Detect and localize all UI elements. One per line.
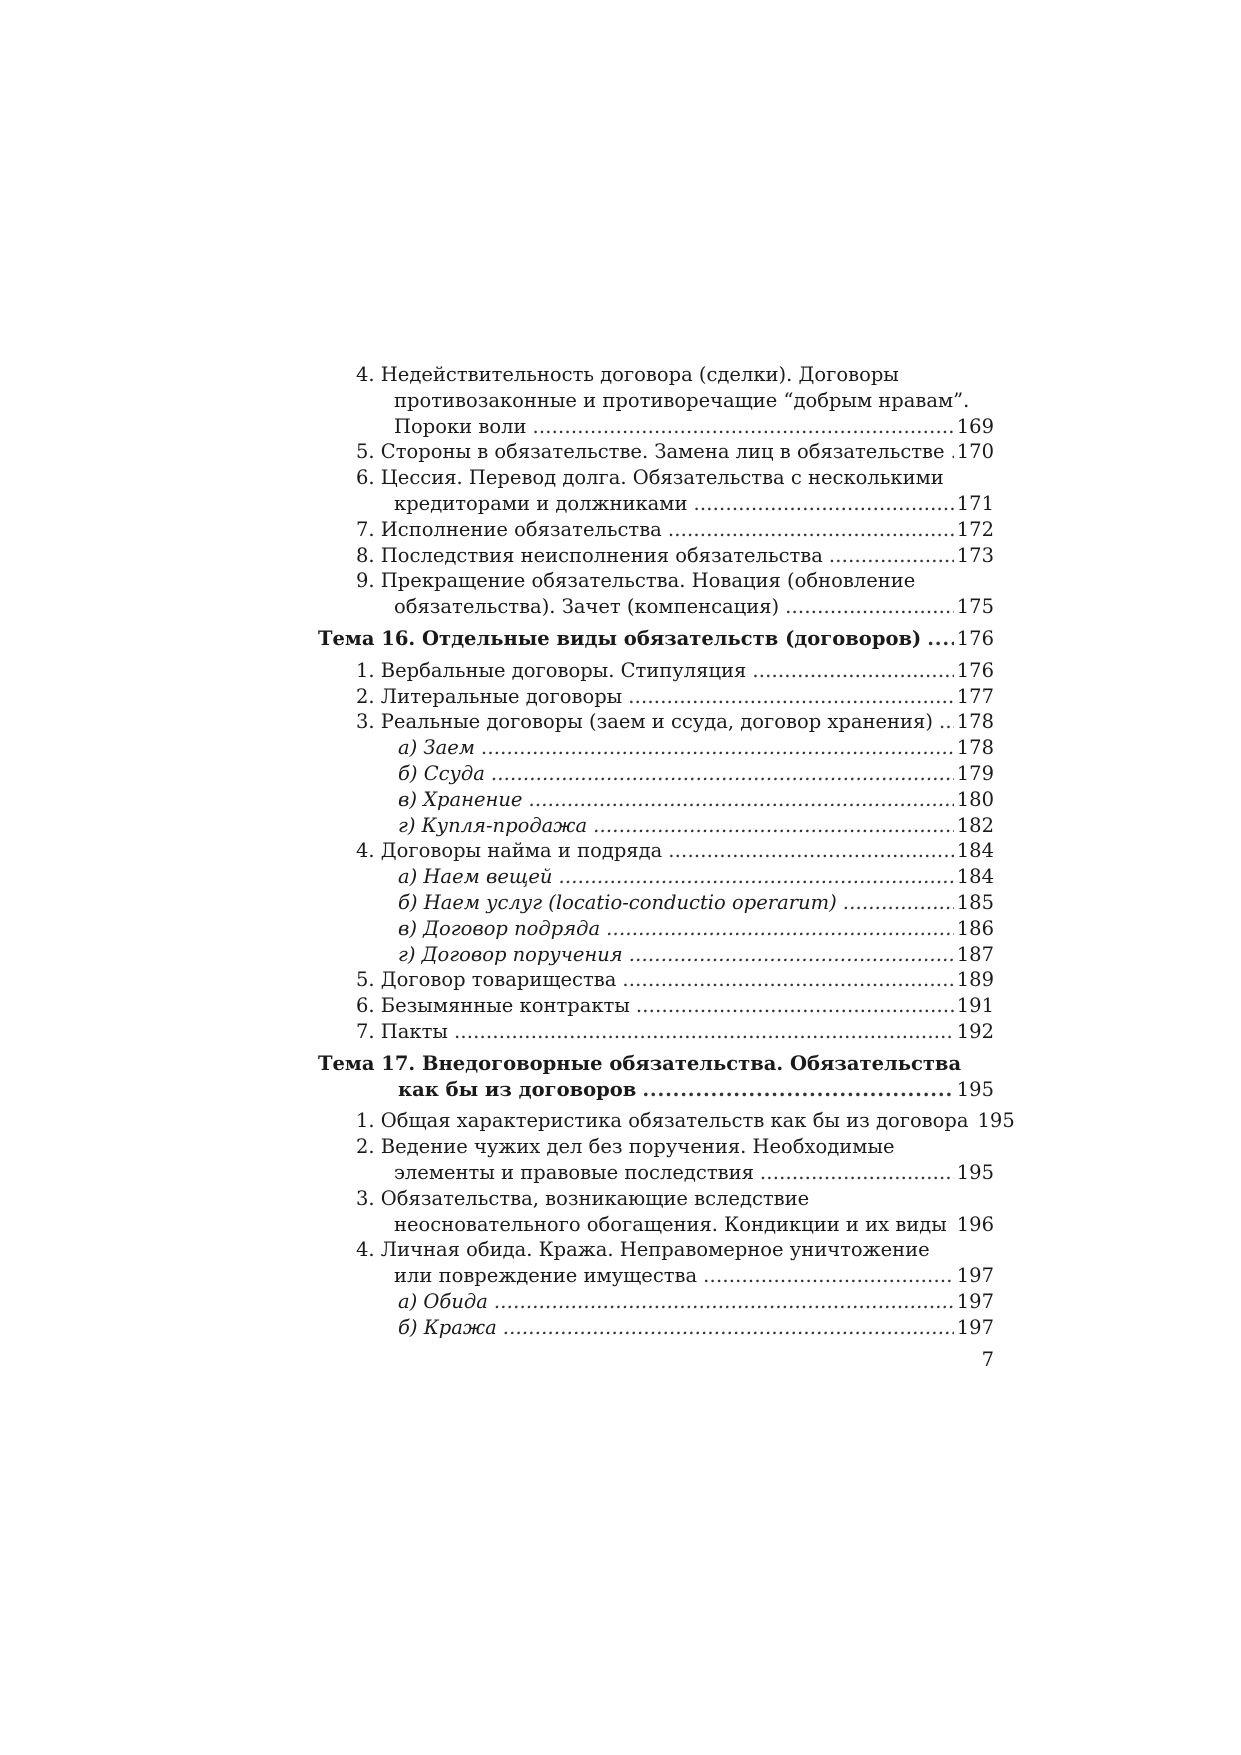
dot-leader xyxy=(927,626,954,652)
toc-entry xyxy=(318,1237,994,1289)
toc-entry xyxy=(318,684,994,710)
toc-entry xyxy=(318,543,994,569)
dot-leader xyxy=(951,439,954,465)
toc-page-number: 192 xyxy=(956,1019,994,1043)
toc-entry-title: 3. Обязательства, возникающие вследствие xyxy=(356,1186,810,1210)
toc-entry xyxy=(318,1108,1015,1134)
toc-entry-title: 3. Реальные договоры (заем и ссуда, договор хранения) xyxy=(356,710,933,734)
toc-subentry xyxy=(318,890,994,916)
toc-page-number: 185 xyxy=(956,890,994,914)
dot-leader xyxy=(628,684,954,710)
toc-entry xyxy=(318,439,994,465)
toc-entry-title: Пороки воли xyxy=(394,414,527,438)
toc-subentry xyxy=(318,761,994,787)
table-of-contents xyxy=(318,362,1015,1340)
toc-subentry-title: г) Договор поручения xyxy=(398,942,623,966)
dot-leader xyxy=(668,517,954,543)
toc-page-number: 169 xyxy=(956,414,994,438)
toc-entry-title: кредиторами и должниками xyxy=(394,491,688,515)
toc-page-number: 191 xyxy=(956,994,994,1018)
toc-entry xyxy=(318,967,994,993)
toc-subentry-title: б) Наем услуг (locatio-conductio operarum) xyxy=(398,890,837,914)
dot-leader xyxy=(481,735,954,761)
toc-page-number: 173 xyxy=(956,543,994,567)
toc-entry-title: 6. Безымянные контракты xyxy=(356,994,630,1018)
toc-topic-heading xyxy=(318,626,994,652)
dot-leader xyxy=(642,1077,953,1103)
toc-entry-title: или повреждение имущества xyxy=(394,1264,698,1288)
dot-leader xyxy=(636,993,954,1019)
toc-entry xyxy=(318,362,994,439)
dot-leader xyxy=(622,967,953,993)
toc-topic-heading xyxy=(318,1051,994,1103)
toc-page-number: 177 xyxy=(956,684,994,708)
toc-subentry xyxy=(318,942,994,968)
toc-page-number: 195 xyxy=(956,1077,994,1101)
dot-leader xyxy=(785,594,954,620)
toc-subentry xyxy=(318,916,994,942)
toc-topic-title: как бы из договоров xyxy=(398,1077,637,1101)
toc-entry-title: 9. Прекращение обязательства. Новация (обновление xyxy=(356,569,916,593)
toc-subentry-title: б) Кража xyxy=(398,1315,497,1339)
toc-page-number: 180 xyxy=(956,787,994,811)
toc-subentry xyxy=(318,787,994,813)
toc-entry xyxy=(318,1134,994,1186)
toc-page-number: 175 xyxy=(956,595,994,619)
toc-entry-title: 2. Литеральные договоры xyxy=(356,684,623,708)
toc-subentry xyxy=(318,1289,994,1315)
toc-page-number: 187 xyxy=(956,942,994,966)
toc-page-number: 197 xyxy=(956,1264,994,1288)
toc-page-number: 178 xyxy=(956,710,994,734)
dot-leader xyxy=(703,1263,954,1289)
toc-entry-title: 4. Личная обида. Кража. Неправомерное уничтожение xyxy=(356,1238,930,1262)
toc-page-number: 176 xyxy=(956,658,994,682)
toc-page-number: 186 xyxy=(956,916,994,940)
dot-leader xyxy=(558,864,953,890)
toc-entry-title: неосновательного обогащения. Кондикции и их виды xyxy=(394,1212,947,1236)
toc-subentry-title: в) Договор подряда xyxy=(398,916,601,940)
dot-leader xyxy=(528,787,953,813)
dot-leader xyxy=(752,658,953,684)
dot-leader xyxy=(829,543,954,569)
dot-leader xyxy=(494,1289,954,1315)
dot-leader xyxy=(593,813,954,839)
toc-subentry-title: а) Обида xyxy=(398,1289,488,1313)
toc-subentry-title: б) Ссуда xyxy=(398,761,485,785)
toc-subentry-title: а) Заем xyxy=(398,736,475,760)
dot-leader xyxy=(491,761,954,787)
toc-entry-title: обязательства). Зачет (компенсация) xyxy=(394,595,780,619)
toc-entry-title: элементы и правовые последствия xyxy=(394,1160,754,1184)
toc-entry xyxy=(318,1186,994,1238)
toc-page-number: 178 xyxy=(956,736,994,760)
toc-entry xyxy=(318,658,994,684)
toc-subentry-title: г) Купля-продажа xyxy=(398,813,588,837)
toc-entry-title: 7. Исполнение обязательства xyxy=(356,517,662,541)
toc-entry xyxy=(318,568,994,620)
toc-entry-title: 2. Ведение чужих дел без поручения. Необходимые xyxy=(356,1135,895,1159)
toc-entry-title: 1. Общая характеристика обязательств как бы из договора xyxy=(356,1109,969,1133)
toc-topic-title: Тема 17. Внедоговорные обязательства. Обязательства xyxy=(318,1051,962,1075)
toc-page-number: 197 xyxy=(956,1315,994,1339)
dot-leader xyxy=(606,916,954,942)
toc-entry-title: 4. Недействительность договора (сделки). Договоры xyxy=(356,363,899,386)
toc-page-number: 196 xyxy=(956,1212,994,1236)
dot-leader xyxy=(454,1019,954,1045)
dot-leader xyxy=(503,1315,954,1341)
toc-entry xyxy=(318,709,994,735)
toc-entry xyxy=(318,838,994,864)
toc-entry-title: 8. Последствия неисполнения обязательства xyxy=(356,543,823,567)
toc-page-number: 179 xyxy=(956,761,994,785)
toc-topic-title: Тема 16. Отдельные виды обязательств (договоров) xyxy=(318,626,922,650)
page-number: 7 xyxy=(981,1348,994,1371)
dot-leader xyxy=(760,1160,954,1186)
toc-page-number: 195 xyxy=(977,1109,1015,1133)
toc-page-number: 184 xyxy=(956,839,994,863)
toc-entry-title: противозаконные и противоречащие “добрым нравам”. xyxy=(394,388,970,412)
toc-entry xyxy=(318,465,994,517)
toc-entry-title: 7. Пакты xyxy=(356,1019,448,1043)
toc-entry-title: 1. Вербальные договоры. Стипуляция xyxy=(356,658,747,682)
toc-subentry xyxy=(318,864,994,890)
dot-leader xyxy=(953,1212,954,1238)
toc-subentry xyxy=(318,813,994,839)
dot-leader xyxy=(629,942,954,968)
toc-entry-title: 6. Цессия. Перевод долга. Обязательства с несколькими xyxy=(356,466,944,490)
toc-entry xyxy=(318,517,994,543)
toc-page-number: 176 xyxy=(956,626,994,650)
dot-leader xyxy=(532,414,953,440)
toc-entry-title: 5. Стороны в обязательстве. Замена лиц в обязательстве xyxy=(356,440,945,464)
toc-subentry xyxy=(318,735,994,761)
dot-leader xyxy=(668,838,954,864)
toc-subentry-title: в) Хранение xyxy=(398,787,523,811)
toc-page-number: 182 xyxy=(956,813,994,837)
toc-page-number: 172 xyxy=(956,517,994,541)
toc-page-number: 195 xyxy=(956,1160,994,1184)
toc-entry xyxy=(318,1019,994,1045)
toc-subentry xyxy=(318,1315,994,1341)
toc-page-number: 184 xyxy=(956,865,994,889)
toc-page-number: 197 xyxy=(956,1289,994,1313)
toc-subentry-title: а) Наем вещей xyxy=(398,865,553,889)
toc-page-number: 189 xyxy=(956,968,994,992)
dot-leader xyxy=(939,709,954,735)
toc-entry-title: 4. Договоры найма и подряда xyxy=(356,839,663,863)
toc-page-number: 171 xyxy=(956,491,994,515)
toc-entry xyxy=(318,993,994,1019)
toc-page-number: 170 xyxy=(956,440,994,464)
dot-leader xyxy=(843,890,954,916)
dot-leader xyxy=(693,491,953,517)
toc-entry-title: 5. Договор товарищества xyxy=(356,968,617,992)
